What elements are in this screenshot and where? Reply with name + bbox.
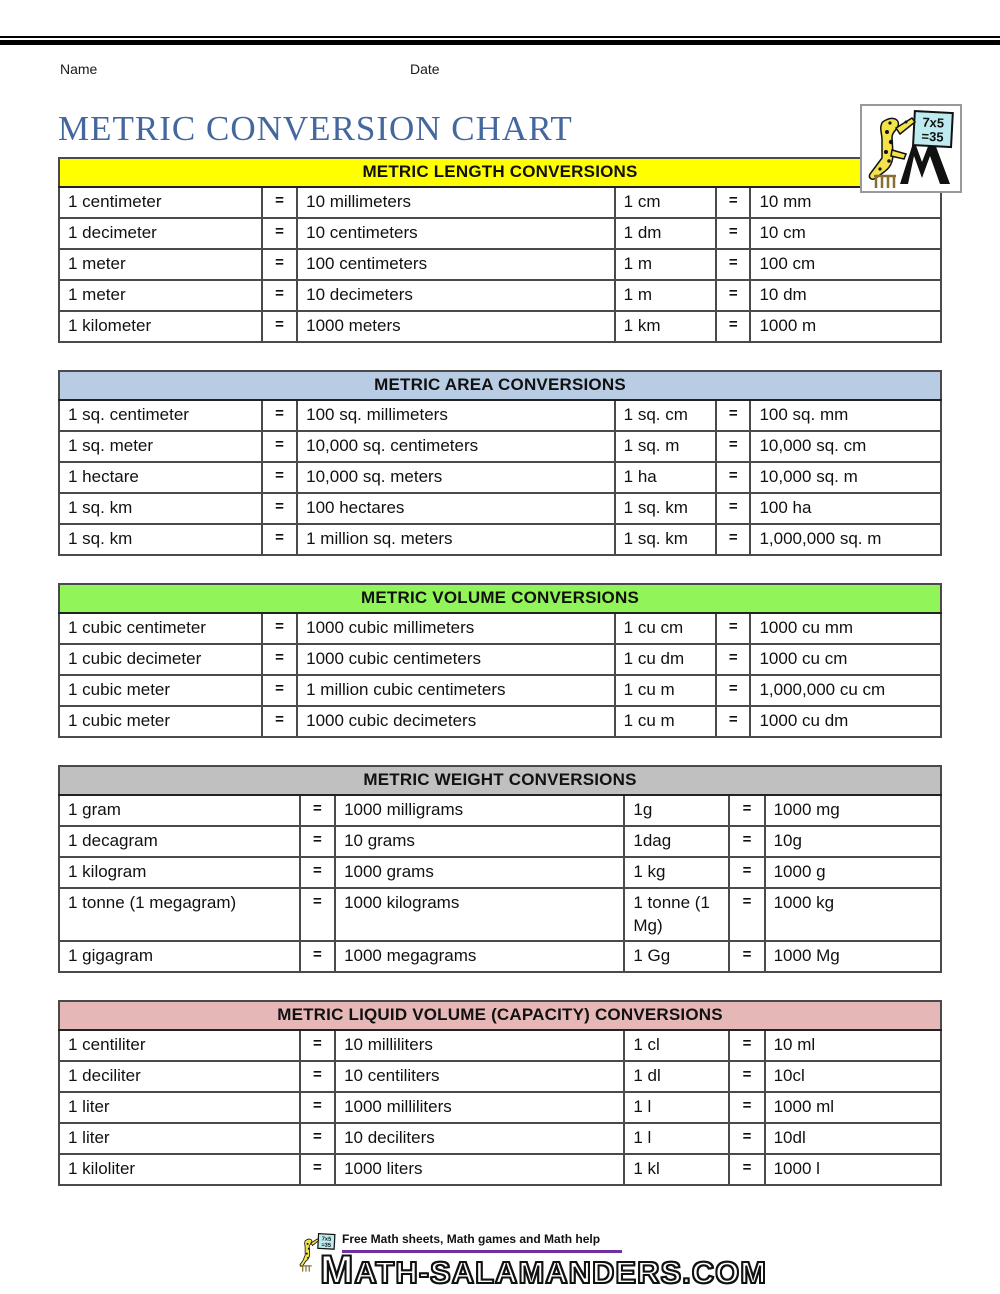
conversion-tables xyxy=(58,157,942,1186)
conversion-cell: 1,000,000 cu cm xyxy=(750,675,941,706)
footer-site-rest: ATH-SALAMANDERS.COM xyxy=(354,1255,768,1290)
svg-text:7x5: 7x5 xyxy=(321,1236,332,1243)
conversion-cell: 1 dl xyxy=(624,1061,729,1092)
conversion-cell: 1000 Mg xyxy=(765,941,941,972)
equals-sign: = xyxy=(262,280,297,311)
name-field-label: Name xyxy=(60,61,98,77)
conversion-cell: 1000 mg xyxy=(765,795,941,826)
equals-sign: = xyxy=(262,524,297,555)
conversion-cell: 1000 g xyxy=(765,857,941,888)
conversion-cell: 1 kiloliter xyxy=(59,1154,300,1185)
equals-sign: = xyxy=(716,431,750,462)
page-footer xyxy=(0,1226,1000,1292)
svg-text:=35: =35 xyxy=(921,128,944,145)
conversion-cell: 1 l xyxy=(624,1123,729,1154)
equals-sign: = xyxy=(729,1061,764,1092)
conversion-cell: 1 sq. km xyxy=(615,524,716,555)
conversion-cell: 1 cu m xyxy=(615,706,716,737)
equals-sign: = xyxy=(262,675,297,706)
equals-sign: = xyxy=(716,187,750,218)
math-salamanders-logo xyxy=(860,104,962,193)
equals-sign: = xyxy=(300,1030,335,1061)
conversion-cell: 1000 cu mm xyxy=(750,613,941,644)
conversion-cell: 1 gigagram xyxy=(59,941,300,972)
conversion-cell: 1 cubic decimeter xyxy=(59,644,262,675)
equals-sign: = xyxy=(262,706,297,737)
conversion-cell: 1 decimeter xyxy=(59,218,262,249)
equals-sign: = xyxy=(729,1154,764,1185)
table-row xyxy=(59,675,941,706)
header-double-rule xyxy=(0,36,1000,45)
conversion-cell: 1 liter xyxy=(59,1092,300,1123)
conversion-cell: 1000 kilograms xyxy=(335,888,624,941)
table-title: METRIC VOLUME CONVERSIONS xyxy=(59,584,941,613)
conversion-cell: 10 grams xyxy=(335,826,624,857)
conversion-cell: 1 sq. centimeter xyxy=(59,400,262,431)
conversion-cell: 100 cm xyxy=(750,249,941,280)
equals-sign: = xyxy=(729,1092,764,1123)
conversion-cell: 1 km xyxy=(615,311,716,342)
equals-sign: = xyxy=(262,311,297,342)
table-row xyxy=(59,1030,941,1061)
equals-sign: = xyxy=(300,1123,335,1154)
table-row xyxy=(59,462,941,493)
conversion-cell: 10 deciliters xyxy=(335,1123,624,1154)
svg-text:=35: =35 xyxy=(321,1242,332,1249)
conversion-cell: 1 m xyxy=(615,249,716,280)
conversion-cell: 1dag xyxy=(624,826,729,857)
equals-sign: = xyxy=(262,493,297,524)
page-header xyxy=(0,45,1000,157)
equals-sign: = xyxy=(729,1123,764,1154)
equals-sign: = xyxy=(716,311,750,342)
conversion-cell: 1,000,000 sq. m xyxy=(750,524,941,555)
equals-sign: = xyxy=(716,249,750,280)
conversion-cell: 10 centimeters xyxy=(297,218,615,249)
conversion-cell: 1 Gg xyxy=(624,941,729,972)
footer-site-url xyxy=(320,1248,767,1293)
footer-tagline: Free Math sheets, Math games and Math help xyxy=(342,1232,622,1253)
equals-sign: = xyxy=(716,675,750,706)
conversion-cell: 1000 liters xyxy=(335,1154,624,1185)
conversion-cell: 1 tonne (1 megagram) xyxy=(59,888,300,941)
conversion-cell: 1 decagram xyxy=(59,826,300,857)
table-title: METRIC LENGTH CONVERSIONS xyxy=(59,158,941,187)
conversion-cell: 1000 l xyxy=(765,1154,941,1185)
equals-sign: = xyxy=(300,826,335,857)
table-row xyxy=(59,857,941,888)
equals-sign: = xyxy=(262,400,297,431)
conversion-cell: 100 hectares xyxy=(297,493,615,524)
conversion-cell: 1 m xyxy=(615,280,716,311)
table-row xyxy=(59,888,941,941)
conversion-cell: 10,000 sq. m xyxy=(750,462,941,493)
conversion-cell: 1 deciliter xyxy=(59,1061,300,1092)
conversion-cell: 1 cu cm xyxy=(615,613,716,644)
conversion-cell: 1000 meters xyxy=(297,311,615,342)
conversion-cell: 1 hectare xyxy=(59,462,262,493)
table-row xyxy=(59,1154,941,1185)
equals-sign: = xyxy=(716,218,750,249)
conversion-cell: 10dl xyxy=(765,1123,941,1154)
conversion-cell: 10cl xyxy=(765,1061,941,1092)
conversion-cell: 1 sq. km xyxy=(615,493,716,524)
conversion-cell: 1000 cubic centimeters xyxy=(297,644,615,675)
table-row xyxy=(59,644,941,675)
table-row xyxy=(59,493,941,524)
conversion-cell: 1 sq. m xyxy=(615,431,716,462)
conversion-cell: 1000 m xyxy=(750,311,941,342)
conversion-cell: 1000 milliliters xyxy=(335,1092,624,1123)
conversion-cell: 1 liter xyxy=(59,1123,300,1154)
equals-sign: = xyxy=(262,218,297,249)
conversion-cell: 1 cl xyxy=(624,1030,729,1061)
conversion-cell: 100 sq. millimeters xyxy=(297,400,615,431)
equals-sign: = xyxy=(300,1154,335,1185)
equals-sign: = xyxy=(262,187,297,218)
table-row xyxy=(59,795,941,826)
conversion-cell: 1 sq. km xyxy=(59,524,262,555)
equals-sign: = xyxy=(716,280,750,311)
conversion-cell: 1000 grams xyxy=(335,857,624,888)
conversion-table xyxy=(58,1000,942,1186)
conversion-cell: 1 centimeter xyxy=(59,187,262,218)
date-field-label: Date xyxy=(410,61,440,77)
conversion-cell: 1 cm xyxy=(615,187,716,218)
table-row xyxy=(59,524,941,555)
conversion-cell: 1 tonne (1 Mg) xyxy=(624,888,729,941)
equals-sign: = xyxy=(262,431,297,462)
table-row xyxy=(59,941,941,972)
conversion-cell: 1 million sq. meters xyxy=(297,524,615,555)
math-board-icon xyxy=(913,111,953,147)
conversion-cell: 10g xyxy=(765,826,941,857)
conversion-cell: 1 centiliter xyxy=(59,1030,300,1061)
table-row xyxy=(59,400,941,431)
conversion-cell: 1 kg xyxy=(624,857,729,888)
conversion-cell: 1 cubic meter xyxy=(59,706,262,737)
conversion-cell: 1 dm xyxy=(615,218,716,249)
conversion-cell: 10 mm xyxy=(750,187,941,218)
equals-sign: = xyxy=(716,613,750,644)
equals-sign: = xyxy=(300,1061,335,1092)
conversion-cell: 10,000 sq. meters xyxy=(297,462,615,493)
page-title: METRIC CONVERSION CHART xyxy=(58,109,573,148)
svg-text:7x5: 7x5 xyxy=(922,114,945,131)
conversion-cell: 1000 kg xyxy=(765,888,941,941)
equals-sign: = xyxy=(729,941,764,972)
top-margin xyxy=(0,0,1000,36)
conversion-table xyxy=(58,157,942,343)
equals-sign: = xyxy=(716,400,750,431)
equals-sign: = xyxy=(300,795,335,826)
conversion-cell: 100 sq. mm xyxy=(750,400,941,431)
conversion-cell: 1 million cubic centimeters xyxy=(297,675,615,706)
conversion-cell: 1000 milligrams xyxy=(335,795,624,826)
conversion-cell: 1000 cu cm xyxy=(750,644,941,675)
equals-sign: = xyxy=(300,888,335,941)
table-row xyxy=(59,218,941,249)
conversion-cell: 1000 cubic decimeters xyxy=(297,706,615,737)
conversion-cell: 100 ha xyxy=(750,493,941,524)
equals-sign: = xyxy=(729,795,764,826)
conversion-cell: 10 milliliters xyxy=(335,1030,624,1061)
conversion-cell: 1 cubic centimeter xyxy=(59,613,262,644)
table-row xyxy=(59,1061,941,1092)
conversion-cell: 1 meter xyxy=(59,249,262,280)
equals-sign: = xyxy=(262,613,297,644)
conversion-cell: 100 centimeters xyxy=(297,249,615,280)
conversion-cell: 1000 megagrams xyxy=(335,941,624,972)
conversion-cell: 1 l xyxy=(624,1092,729,1123)
conversion-cell: 1 ha xyxy=(615,462,716,493)
salamander-logo-icon xyxy=(862,106,960,191)
equals-sign: = xyxy=(716,493,750,524)
equals-sign: = xyxy=(262,249,297,280)
table-row xyxy=(59,1123,941,1154)
table-row xyxy=(59,249,941,280)
conversion-cell: 10 centiliters xyxy=(335,1061,624,1092)
conversion-cell: 10 decimeters xyxy=(297,280,615,311)
equals-sign: = xyxy=(716,644,750,675)
equals-sign: = xyxy=(729,857,764,888)
conversion-cell: 1 meter xyxy=(59,280,262,311)
conversion-table xyxy=(58,583,942,738)
conversion-cell: 1 cu m xyxy=(615,675,716,706)
equals-sign: = xyxy=(716,524,750,555)
table-row xyxy=(59,280,941,311)
conversion-cell: 10 dm xyxy=(750,280,941,311)
equals-sign: = xyxy=(729,1030,764,1061)
conversion-cell: 1 cubic meter xyxy=(59,675,262,706)
equals-sign: = xyxy=(300,941,335,972)
conversion-cell: 10 ml xyxy=(765,1030,941,1061)
conversion-cell: 1 sq. meter xyxy=(59,431,262,462)
conversion-cell: 1 gram xyxy=(59,795,300,826)
conversion-cell: 1000 cubic millimeters xyxy=(297,613,615,644)
conversion-table xyxy=(58,765,942,973)
conversion-table xyxy=(58,370,942,556)
equals-sign: = xyxy=(729,826,764,857)
conversion-cell: 10 cm xyxy=(750,218,941,249)
conversion-cell: 1 cu dm xyxy=(615,644,716,675)
table-row xyxy=(59,613,941,644)
conversion-cell: 1 sq. km xyxy=(59,493,262,524)
equals-sign: = xyxy=(262,644,297,675)
table-row xyxy=(59,187,941,218)
conversion-cell: 1 kilometer xyxy=(59,311,262,342)
table-row xyxy=(59,311,941,342)
equals-sign: = xyxy=(729,888,764,941)
conversion-cell: 1000 cu dm xyxy=(750,706,941,737)
table-title: METRIC WEIGHT CONVERSIONS xyxy=(59,766,941,795)
table-row xyxy=(59,826,941,857)
conversion-cell: 10,000 sq. cm xyxy=(750,431,941,462)
conversion-cell: 1 kilogram xyxy=(59,857,300,888)
conversion-cell: 1g xyxy=(624,795,729,826)
equals-sign: = xyxy=(300,1092,335,1123)
table-row xyxy=(59,1092,941,1123)
equals-sign: = xyxy=(716,462,750,493)
equals-sign: = xyxy=(262,462,297,493)
conversion-cell: 1000 ml xyxy=(765,1092,941,1123)
equals-sign: = xyxy=(300,857,335,888)
footer-site-m: M xyxy=(320,1248,355,1292)
table-row xyxy=(59,706,941,737)
conversion-cell: 1 sq. cm xyxy=(615,400,716,431)
equals-sign: = xyxy=(716,706,750,737)
table-title: METRIC LIQUID VOLUME (CAPACITY) CONVERSIONS xyxy=(59,1001,941,1030)
conversion-cell: 10,000 sq. centimeters xyxy=(297,431,615,462)
conversion-cell: 10 millimeters xyxy=(297,187,615,218)
table-title: METRIC AREA CONVERSIONS xyxy=(59,371,941,400)
conversion-cell: 1 kl xyxy=(624,1154,729,1185)
table-row xyxy=(59,431,941,462)
